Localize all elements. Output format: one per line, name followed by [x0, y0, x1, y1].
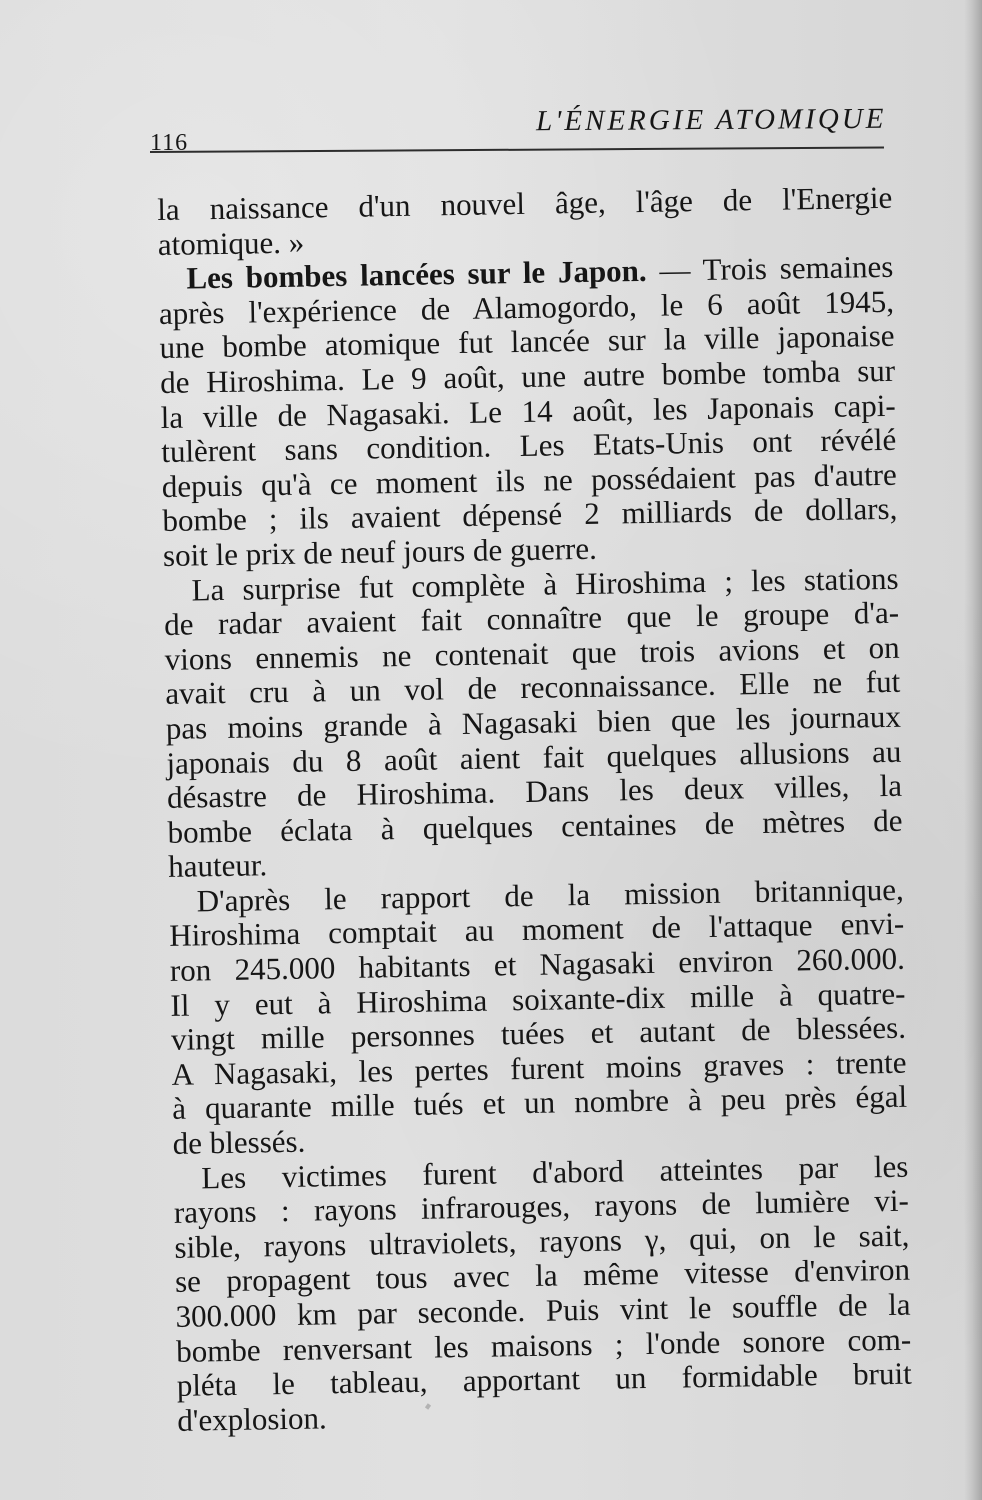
page-header — [150, 102, 887, 156]
text-line: tulèrent sans condition. Les Etats-Unis ont révélé — [160, 421, 897, 470]
text-line: pas moins grande à Nagasaki bien que les journaux — [165, 698, 902, 746]
text-line: Il y eut à Hiroshima soixante-dix mille à quatre- — [170, 975, 906, 1023]
text-line: bombe éclata à quelques centaines de mètres de — [167, 802, 903, 850]
text-line: La surprise fut complète à Hiroshima ; les stations — [191, 560, 899, 608]
text-line: bombe ; ils avaient dépensé 2 milliards de dollars, — [162, 491, 898, 539]
section-heading-line: Les bombes lancées sur le Japon. — Trois semaines — [186, 248, 894, 296]
text-line: après l'expérience de Alamogordo, le 6 août 1945, — [158, 283, 895, 331]
text-line: ron 245.000 habitants et Nagasaki environ 260.000. — [169, 940, 906, 988]
page-number: 116 — [150, 130, 189, 156]
body-text — [156, 179, 912, 1438]
text-line: se propagent tous avec la même vitesse d'environ — [174, 1252, 911, 1300]
text-line: d'explosion. — [177, 1400, 328, 1438]
text-line: depuis qu'à ce moment ils ne possédaient pas d'autre — [161, 456, 898, 504]
running-title: L'ÉNERGIE ATOMIQUE — [535, 102, 887, 138]
text-line: hauteur. — [167, 847, 268, 885]
page-edge-shadow — [964, 0, 982, 1500]
text-line: pléta le tableau, apportant un formidable bruit — [176, 1355, 912, 1404]
text-line: Les victimes furent d'abord atteintes par les — [201, 1148, 909, 1196]
text-line: A Nagasaki, les pertes furent moins graves : trente — [171, 1044, 907, 1092]
text-line: la naissance d'un nouvel âge, l'âge de l'Energie — [156, 179, 893, 227]
text-line: bombe renversant les maisons ; l'onde sonore com- — [175, 1321, 912, 1369]
text-line: rayons : rayons infrarouges, rayons de lumière vi- — [173, 1182, 910, 1231]
text-line: vingt mille personnes tuées et autant de blessées. — [170, 1009, 907, 1058]
text-line: Hiroshima comptait au moment de l'attaque envi- — [169, 906, 905, 954]
text-line: la ville de Nagasaki. Le 14 août, les Japonais capi- — [160, 387, 896, 435]
text-line: de blessés. — [172, 1123, 306, 1161]
text-line: à quarante mille tués et un nombre à peu près égal — [171, 1079, 908, 1127]
section-heading: Les bombes lancées sur le Japon. — [186, 253, 647, 296]
text-line: une bombe atomique fut lancée sur la ville japonaise — [159, 318, 895, 366]
text-line: D'après le rapport de la mission britannique, — [196, 871, 904, 919]
text-line: avait cru à un vol de reconnaissance. Elle ne fut — [165, 664, 901, 712]
text-line: vions ennemis ne contenait que trois avions et on — [164, 629, 900, 677]
text-line: soit le prix de neuf jours de guerre. — [162, 530, 598, 573]
text-line: de radar avaient fait connaître que le groupe d'a- — [163, 594, 900, 643]
text-line: atomique. » — [157, 224, 305, 262]
text-line: 300.000 km par seconde. Puis vint le souffle de la — [175, 1286, 911, 1334]
text-line: de Hiroshima. Le 9 août, une autre bombe tomba sur — [159, 352, 896, 400]
text-line: désastre de Hiroshima. Dans les deux villes, la — [166, 767, 903, 816]
text-line: japonais du 8 août aient fait quelques allusions au — [166, 733, 902, 781]
text-line: sible, rayons ultraviolets, rayons γ, qui, on le sait, — [174, 1217, 910, 1265]
